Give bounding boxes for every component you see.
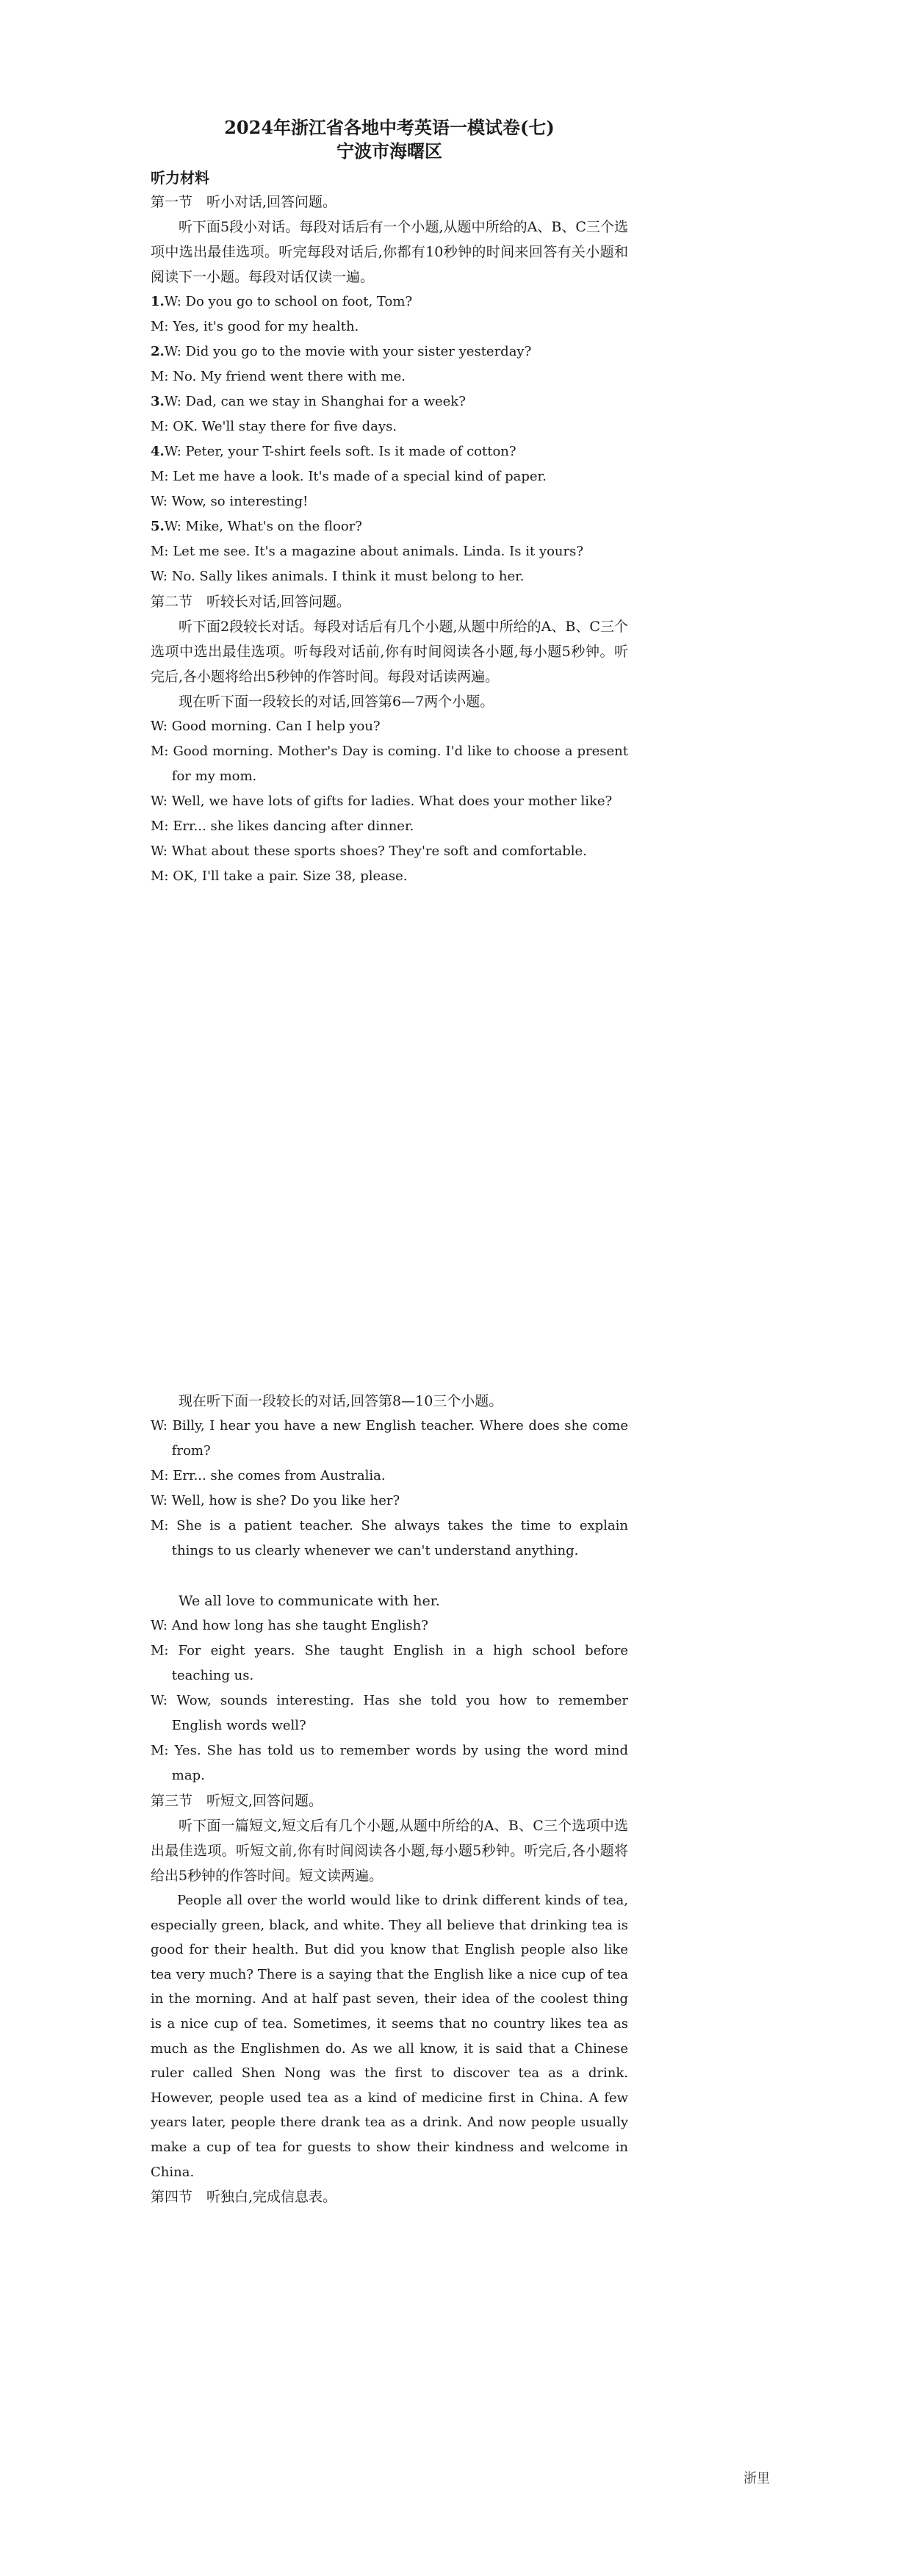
dialogue-line (151, 289, 628, 314)
section3-instructions: 听下面一篇短文,短文后有几个小题,从题中所给的A、B、C三个选项中选出最佳选项。听短文前,你有时间阅读各小题,每小题5秒钟。听完后,各小题将给出5秒钟的作答时间。短文读两遍。 (151, 1818, 628, 1884)
question-number: 2. (151, 344, 165, 359)
section4-heading: 第四节 听独白,完成信息表。 (151, 2189, 337, 2206)
dialogue-line (151, 389, 628, 414)
dialogue-line: W: Billy, I hear you have a new English teacher. Where does she come from? (151, 1418, 628, 1458)
dialogue-line: M: Err... she comes from Australia. (151, 1468, 386, 1483)
dialogue-line: M: Err... she likes dancing after dinner. (151, 819, 414, 834)
question-number: 3. (151, 394, 165, 409)
section1-dialogues (151, 289, 628, 589)
dialog1 (151, 714, 628, 889)
dialogue-text: W: Did you go to the movie with your sister yesterday? (164, 344, 532, 359)
dialogue-text: W: Do you go to school on foot, Tom? (164, 294, 413, 309)
dialogue-text: W: Peter, your T-shirt feels soft. Is it made of cotton? (164, 444, 516, 459)
dialogue-line: M: Good morning. Mother's Day is coming. I'd like to choose a present for my mom. (151, 744, 628, 784)
dialogue-line (151, 339, 628, 364)
section1-instructions: 听下面5段小对话。每段对话后有一个小题,从题中所给的A、B、C三个选项中选出最佳选项。听完每段对话后,你都有10秒钟的时间来回答有关小题和阅读下一小题。每段对话仅读一遍。 (151, 219, 628, 285)
section2-heading: 第二节 听较长对话,回答问题。 (151, 594, 351, 610)
dialogue-text: M: No. My friend went there with me. (151, 369, 406, 384)
dialogue-line (151, 564, 628, 589)
question-number: 5. (151, 519, 165, 534)
dialogue-line: W: And how long has she taught English? (151, 1618, 428, 1633)
dialog2-continuation: We all love to communicate with her. (179, 1593, 440, 1609)
dialog2-intro: 现在听下面一段较长的对话,回答第8—10三个小题。 (179, 1393, 503, 1409)
dialogue-text: M: Yes, it's good for my health. (151, 319, 359, 334)
dialogue-line: M: She is a patient teacher. She always takes the time to explain things to us clearly whenever we can't understand anything. (151, 1518, 628, 1558)
dialogue-text: W: Wow, so interesting! (151, 494, 309, 509)
dialogue-line (151, 489, 628, 514)
paper-subtitle: 宁波市海曙区 (336, 140, 442, 162)
dialogue-text: M: Let me have a look. It's made of a special kind of paper. (151, 469, 547, 484)
dialogue-line: W: Good morning. Can I help you? (151, 719, 381, 734)
paper-title: 2024年浙江省各地中考英语一模试卷(七) (224, 117, 555, 138)
dialogue-line: W: Well, how is she? Do you like her? (151, 1493, 400, 1508)
section2-instructions: 听下面2段较长对话。每段对话后有几个小题,从题中所给的A、B、C三个选项中选出最佳选项。听每段对话前,你有时间阅读各小题,每小题5秒钟。听完后,各小题将给出5秒钟的作答时间。每段对话读两遍。 (151, 619, 628, 685)
dialogue-line: W: Wow, sounds interesting. Has she told you how to remember English words well? (151, 1693, 628, 1733)
dialog2 (151, 1414, 628, 1788)
listening-material-label: 听力材料 (151, 169, 209, 187)
question-number: 1. (151, 294, 165, 309)
dialogue-line: W: What about these sports shoes? They're soft and comfortable. (151, 843, 587, 859)
dialogue-text: W: Dad, can we stay in Shanghai for a week? (164, 394, 466, 409)
section1-heading: 第一节 听小对话,回答问题。 (151, 194, 337, 210)
dialogue-line: W: Well, we have lots of gifts for ladies. What does your mother like? (151, 794, 613, 809)
bottom-block (151, 1389, 628, 2209)
top-block (151, 116, 628, 889)
dialog1-intro: 现在听下面一段较长的对话,回答第6—7两个小题。 (179, 694, 494, 710)
dialogue-text: W: Mike, What's on the floor? (164, 519, 362, 534)
question-number: 4. (151, 444, 165, 459)
dialogue-text: W: No. Sally likes animals. I think it must belong to her. (151, 569, 525, 584)
tea-passage: People all over the world would like to drink different kinds of tea, especially green, black, and white. They all believe that drinking tea is good for their health. But did you know that English people also like tea very much? There is a saying that the English like a nice cup of tea in the morning. And at half past seven, their idea of the coolest thing is a nice cup of tea. Sometimes, it seems that no country likes tea as much as the Englishmen do. As we all know, it is said that a Chinese ruler called Shen Nong was the first to discover tea as a drink. However, people used tea as a kind of medicine first in China. A few years later, people there drank tea as a drink. And now people usually make a cup of tea for guests to show their kindness and welcome in China. (151, 1893, 628, 2180)
dialogue-line: M: Yes. She has told us to remember words by using the word mind map. (151, 1743, 628, 1783)
dialogue-line: M: For eight years. She taught English in a high school before teaching us. (151, 1643, 628, 1683)
dialogue-line (151, 364, 628, 389)
dialogue-line (151, 314, 628, 339)
dialogue-text: M: OK. We'll stay there for five days. (151, 419, 397, 434)
footer-mark: 浙里 (743, 2471, 770, 2486)
dialogue-line (151, 514, 628, 539)
dialogue-line (151, 439, 628, 464)
section3-heading: 第三节 听短文,回答问题。 (151, 1793, 323, 1809)
dialogue-line (151, 464, 628, 489)
dialogue-text: M: Let me see. It's a magazine about animals. Linda. Is it yours? (151, 544, 583, 559)
dialogue-line (151, 539, 628, 564)
dialogue-line: M: OK, I'll take a pair. Size 38, please. (151, 868, 408, 884)
dialogue-line (151, 414, 628, 439)
